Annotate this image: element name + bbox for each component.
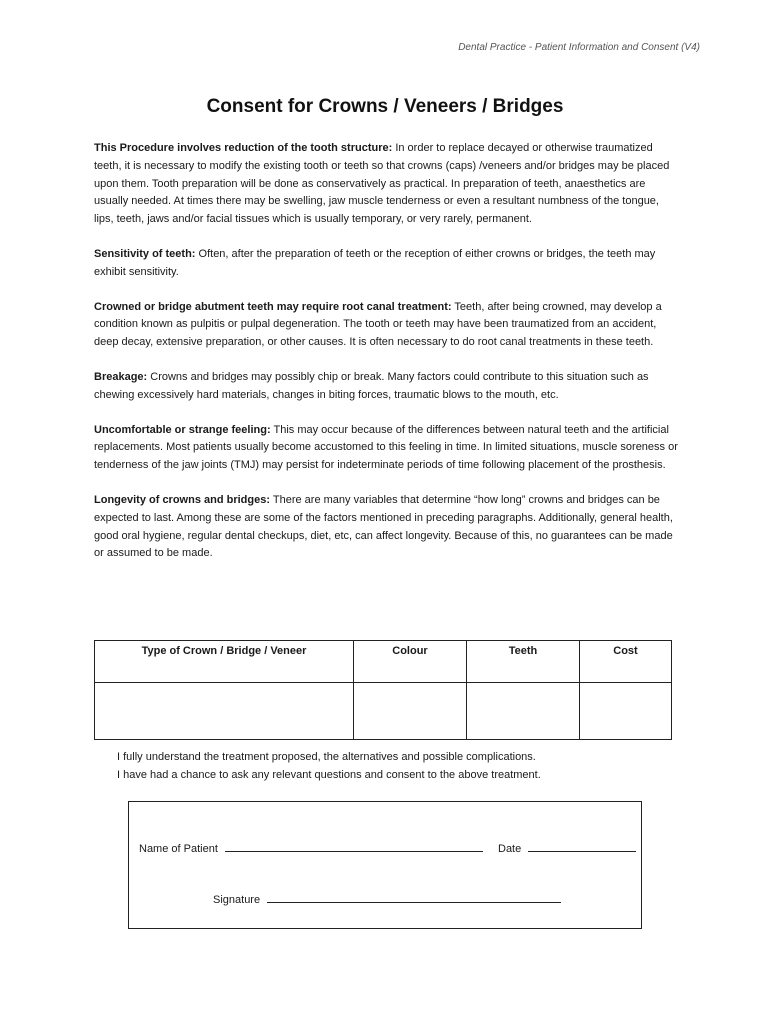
patient-name-field[interactable] (225, 842, 483, 852)
paragraph-heading: Longevity of crowns and bridges: (94, 493, 271, 506)
teeth-cell[interactable] (467, 683, 580, 740)
colour-cell[interactable] (354, 683, 467, 740)
paragraph-sensitivity (94, 246, 678, 282)
signature-label: Signature (213, 894, 261, 906)
paragraph-text: There are many variables that determine “how long” crowns and bridges can be expected to last. Among these are some of the factors mentioned in preceding paragraphs. Additionally, general health, good oral hygiene, regular dental checkups, diet, etc, can affect longevity. Because of this, no guarantees can be made or assumed to be made. (94, 493, 673, 560)
column-header-teeth: Teeth (467, 641, 580, 683)
signature-box (128, 801, 642, 929)
paragraph-heading: Breakage: (94, 370, 148, 383)
paragraph-root-canal (94, 299, 678, 352)
paragraph-uncomfortable (94, 422, 678, 475)
form-body (94, 140, 678, 580)
date-label: Date (498, 843, 522, 855)
treatment-table (94, 640, 672, 740)
paragraph-heading: Crowned or bridge abutment teeth may require root canal treatment: (94, 300, 452, 313)
paragraph-text: Often, after the preparation of teeth or the reception of either crowns or bridges, the teeth may exhibit sensitivity. (94, 247, 656, 278)
paragraph-heading: Uncomfortable or strange feeling: (94, 423, 271, 436)
signature-row (213, 893, 561, 906)
paragraph-breakage (94, 369, 678, 405)
date-field[interactable] (528, 842, 636, 852)
page-title: Consent for Crowns / Veneers / Bridges (206, 96, 564, 117)
signature-field[interactable] (267, 893, 561, 903)
paragraph-heading: Sensitivity of teeth: (94, 247, 196, 260)
acknowledgement-block (117, 748, 541, 784)
paragraph-procedure (94, 140, 678, 229)
acknowledgement-line: I have had a chance to ask any relevant questions and consent to the above treatment. (117, 769, 541, 781)
header-note: Dental Practice - Patient Information and Consent (V4) (458, 42, 700, 53)
paragraph-text: This may occur because of the differences between natural teeth and the artificial replacements. Most patients usually become accustomed to this feeling in time. In limited situations, muscle soreness or tenderness of the jaw joints (TMJ) may persist for indeterminate periods of time following placement of the prosthesis. (94, 423, 678, 472)
paragraph-heading: This Procedure involves reduction of the tooth structure: (94, 142, 393, 154)
acknowledgement-line: I fully understand the treatment proposed, the alternatives and possible complications. (117, 751, 536, 763)
name-date-row (139, 842, 636, 855)
table-row (95, 683, 672, 740)
type-cell[interactable] (95, 683, 354, 740)
paragraph-text: Crowns and bridges may possibly chip or break. Many factors could contribute to this situation such as chewing excessively hard materials, changes in biting forces, traumatic blows to the mouth, etc. (94, 370, 649, 401)
column-header-type: Type of Crown / Bridge / Veneer (95, 641, 354, 683)
paragraph-text: Teeth, after being crowned, may develop a condition known as pulpitis or pulpal degeneration. The tooth or teeth may have been traumatized from an accident, deep decay, extensive preparation, or other causes. It is often necessary to do root canal treatments in these teeth. (94, 300, 662, 349)
paragraph-text: In order to replace decayed or otherwise traumatized teeth, it is necessary to modify the existing tooth or teeth so that crowns (caps) /veneers and/or bridges may be placed upon them. Tooth preparation will be done as conservatively as practical. In preparation of teeth, anaesthetics are usually needed. At times there may be swelling, jaw muscle tenderness or even a resultant numbness of the tongue, lips, teeth, jaws and/or facial tissues which is usually temporary, or very rarely, permanent. (94, 142, 670, 226)
table-header-row (95, 641, 672, 683)
patient-name-label: Name of Patient (139, 843, 218, 855)
column-header-colour: Colour (354, 641, 467, 683)
cost-cell[interactable] (580, 683, 672, 740)
column-header-cost: Cost (580, 641, 672, 683)
paragraph-longevity (94, 492, 678, 563)
